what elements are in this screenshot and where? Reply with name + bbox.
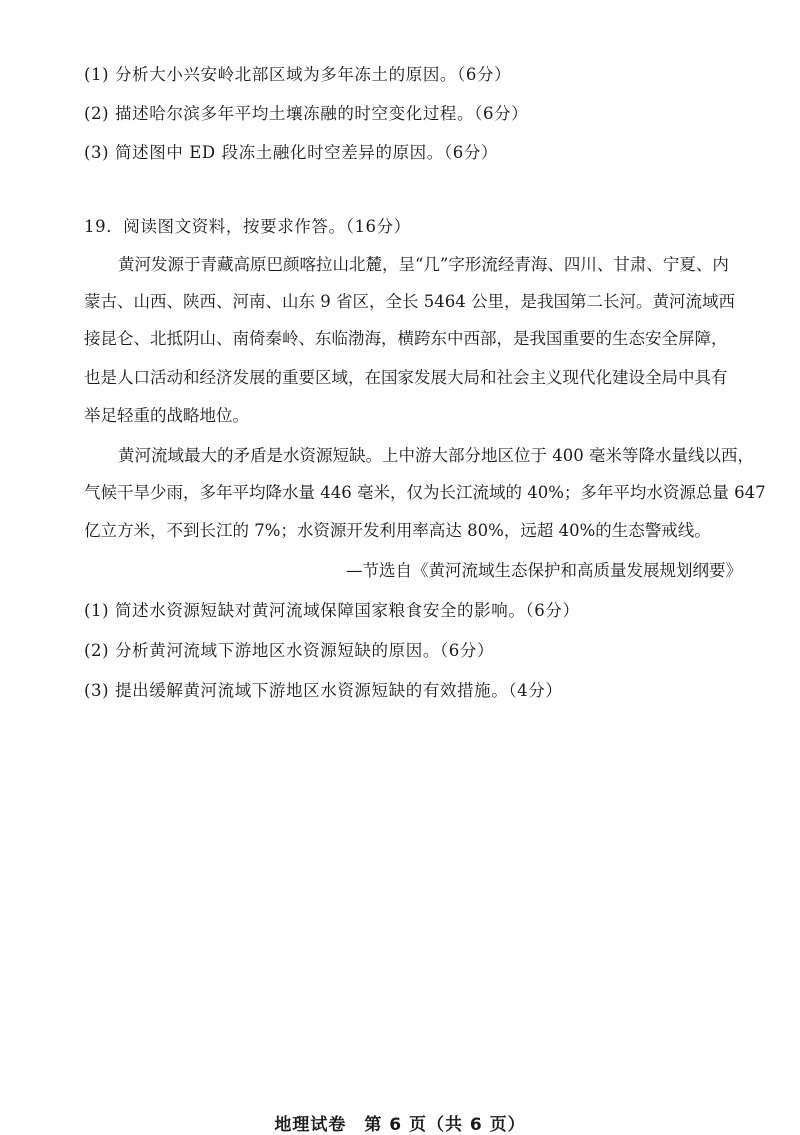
prev-question-2: (2) 描述哈尔滨多年平均土壤冻融的时空变化过程。（6分）: [84, 104, 529, 123]
para1-line-1: 黄河发源于青藏高原巴颜喀拉山北麓，呈“几”字形流经青海、四川、甘肃、宁夏、内: [118, 255, 729, 274]
para1-line-5: 举足轻重的战略地位。: [84, 406, 249, 425]
page-footer: 地理试卷 第 6 页（共 6 页）: [274, 1115, 526, 1135]
source-citation: —节选自《黄河流域生态保护和高质量发展规划纲要》: [346, 561, 742, 580]
para2-line-3: 亿立方米，不到长江的 7%；水资源开发利用率高达 80%，远超 40%的生态警戒线。: [84, 521, 711, 540]
para1-line-3: 接昆仑、北抵阴山、南倚秦岭、东临渤海，横跨东中西部，是我国重要的生态安全屏障，: [84, 329, 728, 348]
question-19-heading: 19．阅读图文资料，按要求作答。（16分）: [84, 217, 411, 236]
para2-line-1: 黄河流域最大的矛盾是水资源短缺。上中游大部分地区位于 400 毫米等降水量线以西，: [118, 446, 754, 465]
para2-line-2: 气候干旱少雨，多年平均降水量 446 毫米，仅为长江流域的 40%；多年平均水资源总量 647: [84, 483, 766, 502]
prev-question-1: (1) 分析大小兴安岭北部区域为多年冻土的原因。（6分）: [84, 65, 512, 84]
para1-line-4: 也是人口活动和经济发展的重要区域，在国家发展大局和社会主义现代化建设全局中具有: [84, 368, 728, 387]
q19-sub-question-3: (3) 提出缓解黄河流域下游地区水资源短缺的有效措施。（4分）: [84, 681, 563, 700]
q19-sub-question-1: (1) 简述水资源短缺对黄河流域保障国家粮食安全的影响。（6分）: [84, 601, 580, 620]
prev-question-3: (3) 简述图中 ED 段冻土融化时空差异的原因。（6分）: [84, 143, 499, 162]
para1-line-2: 蒙古、山西、陕西、河南、山东 9 省区，全长 5464 公里，是我国第二长河。黄河流域西: [84, 292, 735, 311]
q19-sub-question-2: (2) 分析黄河流域下游地区水资源短缺的原因。（6分）: [84, 641, 495, 660]
